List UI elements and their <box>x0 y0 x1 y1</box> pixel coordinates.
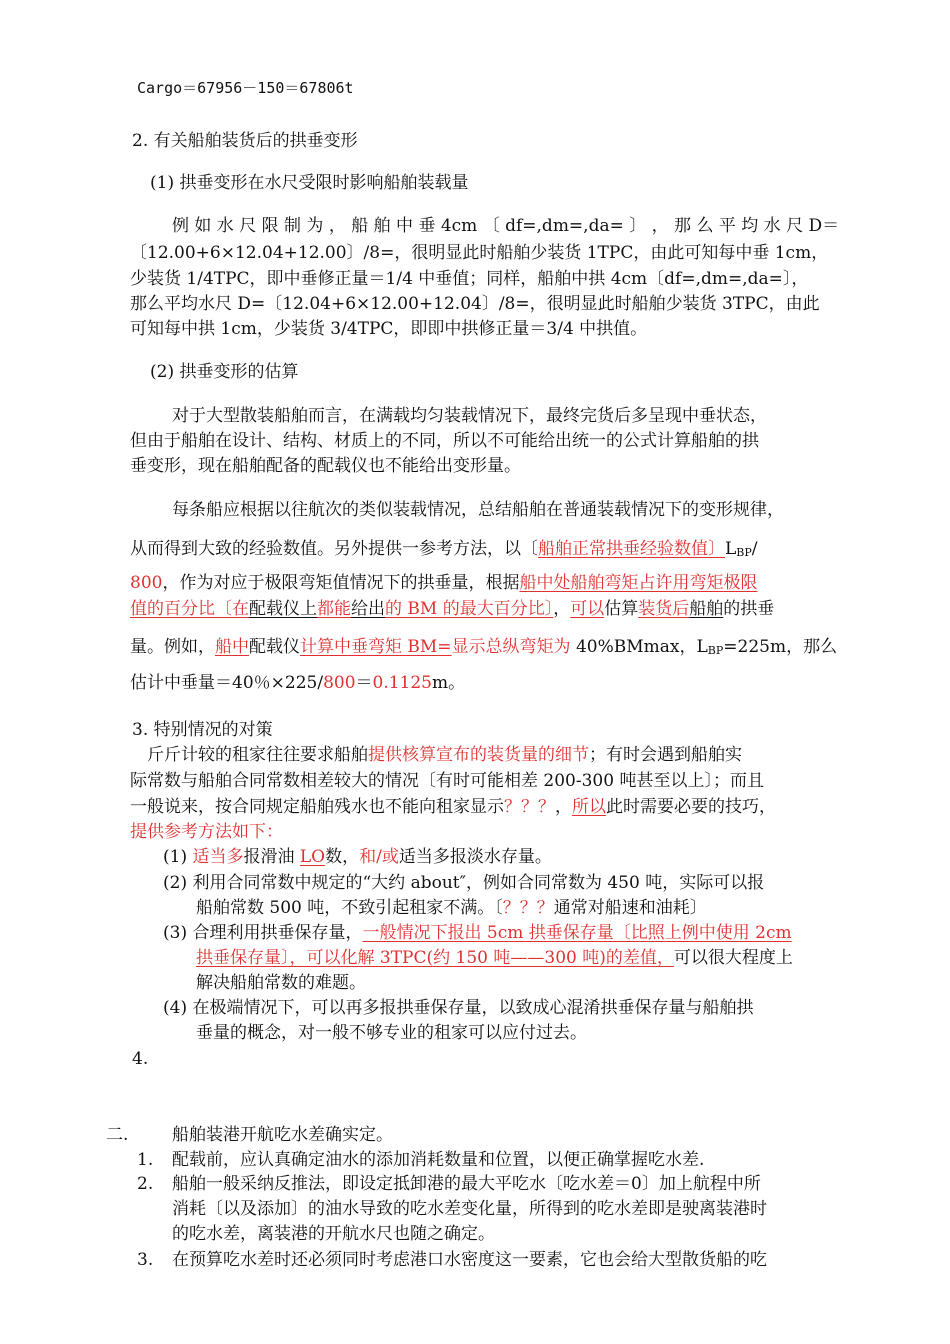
section-3-line-1 <box>147 743 742 767</box>
part-2-item-2-number: 2. <box>137 1174 154 1194</box>
text-span: 估计中垂量＝40％×225/ <box>130 673 324 693</box>
highlight-span: ？？？ <box>502 898 554 918</box>
list-item-4-line-2: 垂量的概念，对一般不够专业的租家可以应付过去。 <box>196 1023 587 1043</box>
text-span: 给出 <box>351 599 385 619</box>
highlight-span: 一般情况下报出 5cm 拱垂保存量〔比照上例中使用 2cm <box>362 923 792 943</box>
text-span: (1) <box>163 847 193 867</box>
part-2-heading: 船舶装港开航吃水差确实定。 <box>172 1125 393 1145</box>
subscript-span: BP <box>707 644 724 657</box>
text-span: (3) 合理利用拱垂保存量， <box>163 923 363 943</box>
list-item-1 <box>163 845 552 869</box>
list-item-number-4: 4. <box>132 1049 149 1069</box>
list-item-3-line-2 <box>196 946 793 970</box>
highlight-span: 的 BM 的最大百分比〕 <box>385 599 554 619</box>
text-span: m。 <box>432 673 466 693</box>
para-1-line-1: 例 如 水 尺 限 制 为 ， 船 舶 中 垂 4cm 〔 df=,dm=,da= 〕 ， 那 么 平 均 水 尺 D＝ <box>172 216 840 236</box>
text-span: 报滑油 <box>243 847 300 867</box>
text-span: 量。例如， <box>130 637 215 657</box>
list-item-2-line-1: (2) 利用合同常数中规定的“大约 about″，例如合同常数为 450 吨，实际可以报 <box>163 873 765 893</box>
part-2-item-3-line-1: 在预算吃水差时还必须同时考虑港口水密度这一要素，它也会给大型散货船的吃 <box>172 1250 767 1270</box>
highlight-span: 拱垂保存量〕，可以化解 3TPC(约 150 吨——300 吨)的差值， <box>196 948 674 968</box>
highlight-span: 船中处船舶弯矩占许用弯矩极限 <box>519 573 758 593</box>
text-span: 估算 <box>604 599 639 619</box>
highlight-span: 计算中垂弯矩 BM= <box>300 637 452 657</box>
part-2-item-2-line-3: 的吃水差，离装港的开航水尺也随之确定。 <box>172 1224 495 1244</box>
para-3-line-1: 每条船应根据以往航次的类似装载情况，总结船舶在普通装载情况下的变形规律， <box>172 500 784 520</box>
section-3-line-4: 提供参考方法如下： <box>130 822 283 842</box>
para-1-line-5: 可知每中拱 1cm，少装货 3/4TPC，即即中拱修正量＝3/4 中拱值。 <box>130 319 648 339</box>
para-2-line-1: 对于大型散装船舶而言，在满载均匀装载情况下，最终完货后多呈现中垂状态， <box>172 406 767 426</box>
para-3-line-4 <box>130 597 774 621</box>
part-2-number: 二. <box>106 1125 129 1145</box>
para-1-line-3: 少装货 1/4TPC，即中垂修正量＝1/4 中垂值；同样，船舶中拱 4cm〔df=,dm=,da=〕， <box>130 269 809 289</box>
text-span: 配载仪上 <box>249 599 317 619</box>
subscript-span: BP <box>736 546 752 559</box>
para-2-line-3: 垂变形，现在船舶配备的配载仪也不能给出变形量。 <box>130 456 521 476</box>
list-item-2-line-2 <box>196 896 707 920</box>
subsection-2-heading: (2) 拱垂变形的估算 <box>150 362 299 382</box>
para-1-line-4: 那么平均水尺 D=〔12.04+6×12.00+12.04〕/8=，很明显此时船舶少装货 3TPC，由此 <box>130 294 820 314</box>
highlight-span: 装货后 <box>638 599 690 619</box>
highlight-span: 值的百分比〔在 <box>130 599 249 619</box>
part-2-item-2-line-1: 船舶一般采纳反推法，即设定抵卸港的最大平吃水〔吃水差＝0〕加上航程中所 <box>172 1174 761 1194</box>
text-span: 适当多报淡水存量。 <box>398 847 552 867</box>
highlight-span: 可以 <box>570 599 605 619</box>
highlight-span: 所以 <box>572 797 606 817</box>
para-3-line-3 <box>130 571 757 595</box>
highlight-span: 适当多 <box>192 847 244 867</box>
highlight-span: 和/或 <box>359 847 399 867</box>
list-item-3-line-3: 解决船舶常数的难题。 <box>196 973 366 993</box>
text-span: 数， <box>325 847 360 867</box>
part-2-item-2-line-2: 消耗〔以及添加〕的油水导致的吃水差变化量，所得到的吃水差即是驶离装港时 <box>172 1199 767 1219</box>
text-span: ＝ <box>355 673 373 693</box>
highlight-span: 显示总纵弯矩为 <box>451 637 571 657</box>
text-span: 通常对船速和油耗〕 <box>553 898 707 918</box>
para-1-line-2: 〔12.00+6×12.04+12.00〕/8=，很明显此时船舶少装货 1TPC，由此可知每中垂 1cm， <box>130 243 829 263</box>
text-span: 船舶 <box>689 599 724 619</box>
list-item-3-line-1 <box>163 921 792 945</box>
highlight-span: 提供核算宣布的装货量的细节 <box>368 745 589 765</box>
text-span: ， <box>553 599 571 619</box>
text-span: =225m，那么 <box>723 637 838 657</box>
highlight-span: 800 <box>130 573 163 593</box>
text-span: / <box>751 539 758 559</box>
para-3-line-2 <box>130 537 758 565</box>
highlight-span: 800 <box>323 673 356 693</box>
text-span: 斤斤计较的租家往往要求船舶 <box>147 745 368 765</box>
text-span: 配载仪 <box>249 637 300 657</box>
para-2-line-2: 但由于船舶在设计、结构、材质上的不同，所以不可能给出统一的公式计算船舶的拱 <box>130 431 759 451</box>
text-span: 40%BMmax，L <box>570 637 708 657</box>
part-2-item-3-number: 3. <box>137 1250 154 1270</box>
para-3-line-6 <box>130 671 465 695</box>
text-span: 船舶常数 500 吨，不致引起租家不满。〔 <box>196 898 503 918</box>
text-span: ， <box>555 797 572 817</box>
cargo-line: Cargo＝67956－150＝67806t <box>137 79 354 97</box>
highlight-span: 船舶正常拱垂经验数值〕 <box>538 539 725 559</box>
text-span: 从而得到大致的经验数值。另外提供一参考方法，以〔 <box>130 539 538 559</box>
text-span: ，作为对应于极限弯矩值情况下的拱垂量，根据 <box>162 573 520 593</box>
highlight-span: 0.1125 <box>372 673 432 693</box>
text-span: 此时需要必要的技巧， <box>606 797 776 817</box>
part-2-item-1-number: 1. <box>137 1150 154 1170</box>
part-2-item-1-line-1: 配载前，应认真确定油水的添加消耗数量和位置，以便正确掌握吃水差. <box>172 1150 705 1170</box>
highlight-span: ？？？ <box>504 797 555 817</box>
section-3-line-3 <box>130 795 776 819</box>
highlight-span: 都能 <box>317 599 351 619</box>
text-span: ；有时会遇到船舶实 <box>589 745 742 765</box>
section-3-heading: 3. 特别情况的对策 <box>132 720 273 740</box>
section-2-heading: 2. 有关船舶装货后的拱垂变形 <box>132 131 358 151</box>
text-span: 的拱垂 <box>723 599 775 619</box>
highlight-span: 船中 <box>215 637 249 657</box>
para-3-line-5 <box>130 635 837 663</box>
list-item-4-line-1: (4) 在极端情况下，可以再多报拱垂保存量，以致成心混淆拱垂保存量与船舶拱 <box>163 998 754 1018</box>
text-span: L <box>725 539 737 559</box>
section-3-line-2: 际常数与船舶合同常数相差较大的情况〔有时可能相差 200-300 吨甚至以上〕；而且 <box>130 771 764 791</box>
text-span: 一般说来，按合同规定船舶残水也不能向租家显示 <box>130 797 504 817</box>
subsection-1-heading: (1) 拱垂变形在水尺受限时影响船舶装载量 <box>150 173 469 193</box>
text-span: 可以很大程度上 <box>673 948 793 968</box>
highlight-span: LO <box>299 847 326 867</box>
